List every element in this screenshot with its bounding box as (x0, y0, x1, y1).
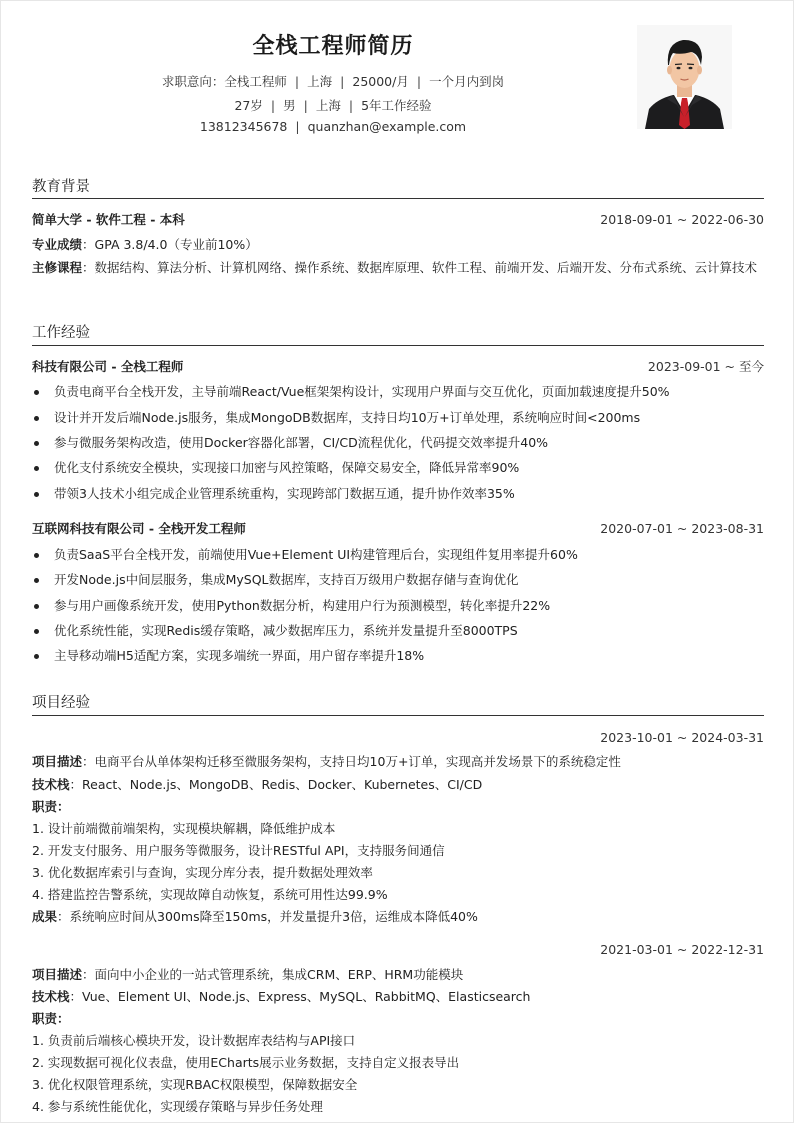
separator: | (295, 119, 300, 134)
education-gpa-row (32, 236, 764, 254)
job-company-title: 科技有限公司 - 全栈工程师 (32, 359, 184, 374)
colon: ： (82, 260, 95, 275)
project-duty-label-row (32, 798, 764, 816)
job-bullet: 优化支付系统安全模块，实现接口加密与风控策略，保障交易安全，降低异常率90% (32, 459, 764, 477)
courses-label: 主修课程 (32, 260, 83, 275)
project-stack: Vue、Element UI、Node.js、Express、MySQL、RabbitMQ、Elasticsearch (82, 989, 531, 1004)
age: 27岁 (234, 98, 263, 113)
section-title-projects: 项目经验 (32, 695, 90, 711)
expected-salary: 25000/月 (352, 74, 409, 89)
job-bullet: 带领3人技术小组完成企业管理系统重构，实现跨部门数据互通，提升协作效率35% (32, 485, 764, 503)
project-duty-label: 职责： (32, 1011, 70, 1026)
project-description: 电商平台从单体架构迁移至微服务架构，支持日均10万+订单，实现高并发场景下的系统稳定性 (94, 754, 621, 769)
gender: 男 (283, 98, 296, 113)
project-description-label: 项目描述 (32, 754, 83, 769)
phone-number: 13812345678 (199, 119, 288, 134)
job-bullet: 开发Node.js中间层服务，集成MySQL数据库，支持百万级用户数据存储与查询优化 (32, 571, 764, 589)
colon: ： (69, 989, 83, 1004)
project-duty-item: 4. 参与系统性能优化，实现缓存策略与异步任务处理 (32, 1099, 323, 1114)
project-duty-item: 1. 负责前后端核心模块开发，设计数据库表结构与API接口 (32, 1033, 356, 1048)
job-bullet: 参与微服务架构改造，使用Docker容器化部署，CI/CD流程优化，代码提交效率提升40% (32, 434, 764, 452)
job-date-range: 2023-09-01 ~ 至今 (647, 359, 764, 374)
contact-line (1, 119, 665, 134)
job-bullet: 设计并开发后端Node.js服务，集成MongoDB数据库，支持日均10万+订单处理，系统响应时间<200ms (32, 409, 764, 427)
colon: ： (57, 909, 70, 924)
separator: | (303, 98, 308, 113)
courses-value: 数据结构、算法分析、计算机网络、操作系统、数据库原理、软件工程、前端开发、后端开发、分布式系统、云计算技术 (94, 260, 758, 275)
school-degree: 简单大学 - 软件工程 - 本科 (32, 212, 185, 227)
section-title-education: 教育背景 (32, 179, 90, 195)
section-divider (32, 345, 764, 346)
project-duty-label: 职责： (32, 799, 70, 814)
project-stack: React、Node.js、MongoDB、Redis、Docker、Kubernetes、CI/CD (82, 777, 483, 792)
project-result-row (32, 908, 764, 926)
resume-title: 全栈工程师简历 (252, 34, 414, 59)
separator: | (348, 98, 354, 113)
colon: ： (69, 777, 83, 792)
intent-city: 上海 (307, 74, 333, 89)
project-duty-item: 3. 优化权限管理系统，实现RBAC权限模型，保障数据安全 (32, 1077, 358, 1092)
education-date-range: 2018-09-01 ~ 2022-06-30 (600, 212, 764, 227)
project-duty-label-row (32, 1010, 764, 1028)
work-years: 5年工作经验 (361, 98, 432, 113)
job-intent-line (1, 72, 665, 90)
job-bullet: 负责电商平台全栈开发，主导前端React/Vue框架架构设计，实现用户界面与交互优化，页面加载速度提升50% (32, 383, 764, 401)
project-description-row (32, 753, 764, 771)
project-duty-item: 1. 设计前端微前端架构，实现模块解耦，降低维护成本 (32, 821, 336, 836)
resume-header (1, 1, 794, 151)
project-stack-label: 技术栈 (32, 989, 70, 1004)
project-stack-row (32, 988, 764, 1006)
project-description-label: 项目描述 (32, 967, 83, 982)
job-date-range: 2020-07-01 ~ 2023-08-31 (600, 521, 764, 536)
section-divider (32, 198, 764, 199)
separator: | (270, 98, 276, 113)
job-bullet: 负责SaaS平台全栈开发，前端使用Vue+Element UI构建管理后台，实现组件复用率提升60% (32, 546, 764, 564)
email-address: quanzhan@example.com (307, 119, 467, 134)
separator: | (294, 74, 300, 89)
education-courses-row (32, 257, 764, 279)
project-date-range: 2023-10-01 ~ 2024-03-31 (600, 730, 764, 745)
project-duty-item: 3. 优化数据库索引与查询，实现分库分表，提升数据处理效率 (32, 865, 373, 880)
project-description-row (32, 966, 764, 984)
residence-city: 上海 (315, 98, 341, 113)
colon: ： (82, 237, 95, 252)
colon: ： (82, 754, 95, 769)
project-duty-item: 2. 实现数据可视化仪表盘，使用ECharts展示业务数据，支持自定义报表导出 (32, 1055, 460, 1070)
colon: ： (82, 967, 95, 982)
project-duty-item: 2. 开发支付服务、用户服务等微服务，设计RESTful API，支持服务间通信 (32, 843, 445, 858)
education-school-row (32, 211, 764, 229)
separator: | (416, 74, 422, 89)
job-bullet: 优化系统性能，实现Redis缓存策略，减少数据库压力，系统并发量提升至8000TPS (32, 622, 764, 640)
project-result: 系统响应时间从300ms降至150ms，并发量提升3倍，运维成本降低40% (69, 909, 478, 924)
job-heading-row (32, 520, 764, 538)
project-stack-label: 技术栈 (32, 777, 70, 792)
project-duty-item: 4. 搭建监控告警系统，实现故障自动恢复，系统可用性达99.9% (32, 887, 388, 902)
job-intent: 求职意向：全栈工程师 (161, 74, 287, 89)
gpa-value: GPA 3.8/4.0（专业前10%） (94, 237, 258, 252)
availability: 一个月内到岗 (429, 74, 505, 89)
job-heading-row (32, 358, 764, 376)
project-stack-row (32, 776, 764, 794)
job-bullet: 参与用户画像系统开发，使用Python数据分析，构建用户行为预测模型，转化率提升22% (32, 597, 764, 615)
project-result-label: 成果 (32, 909, 58, 924)
avatar (637, 25, 732, 129)
separator: | (340, 74, 345, 89)
section-divider (32, 715, 764, 716)
project-date-range: 2021-03-01 ~ 2022-12-31 (600, 942, 764, 957)
avatar-portrait-icon (637, 25, 732, 129)
job-bullet: 主导移动端H5适配方案，实现多端统一界面，用户留存率提升18% (32, 647, 764, 665)
gpa-label: 专业成绩 (32, 237, 83, 252)
project-description: 面向中小企业的一站式管理系统，集成CRM、ERP、HRM功能模块 (94, 967, 464, 982)
section-title-work: 工作经验 (32, 325, 90, 341)
personal-info-line (1, 96, 665, 114)
job-company-title: 互联网科技有限公司 - 全栈开发工程师 (32, 521, 246, 536)
